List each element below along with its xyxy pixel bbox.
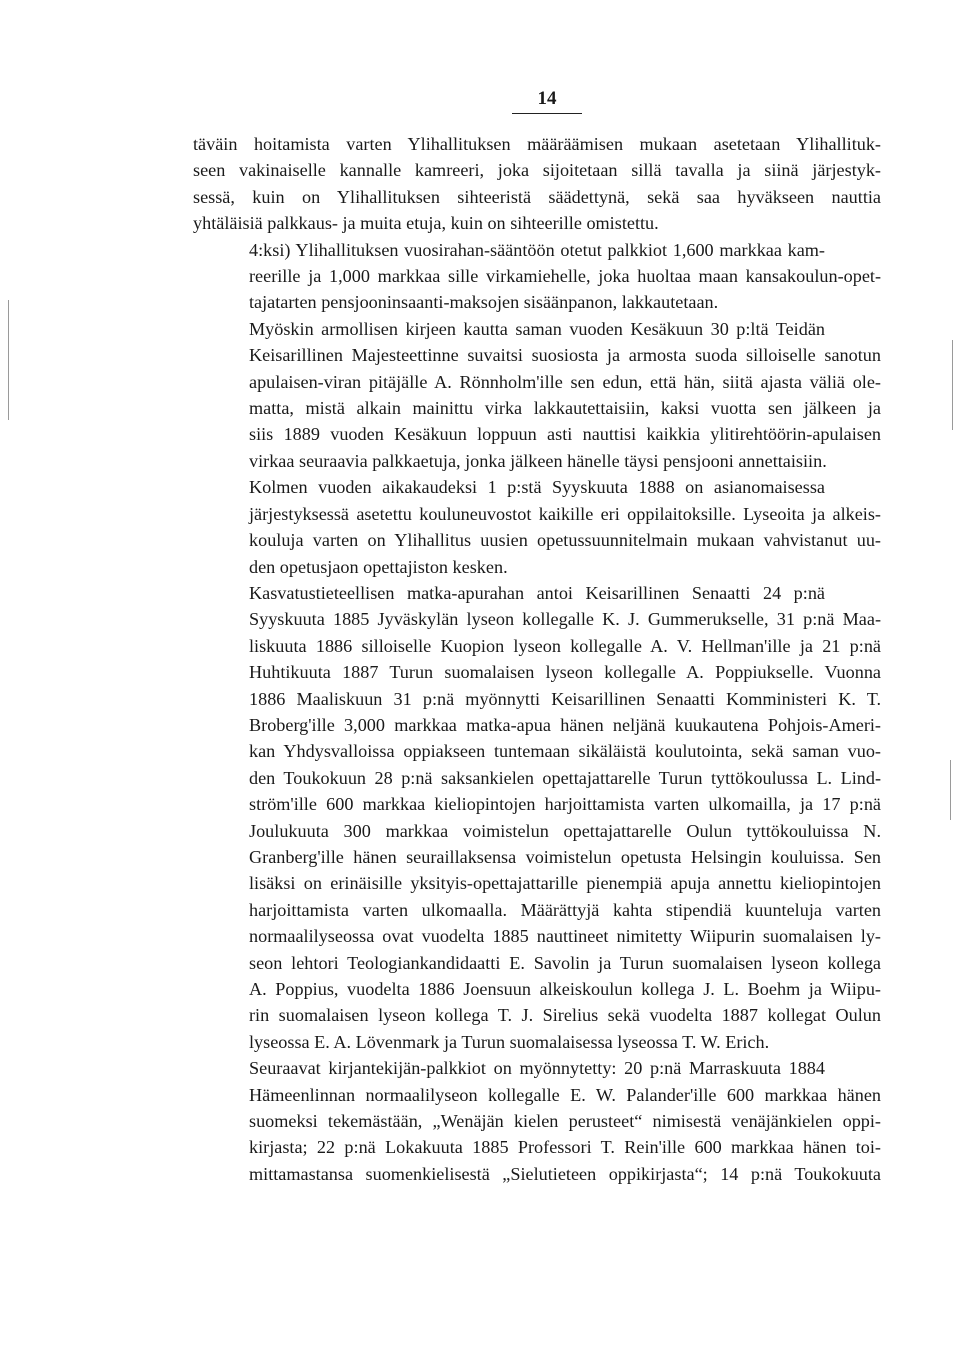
text-line: Joulukuuta 300 markkaa voimistelun opettajattarelle Oulun tyttökouluissa N.	[249, 820, 881, 841]
text-line: Kolmen vuoden aikakaudeksi 1 p:stä Syyskuuta 1888 on asianomaisessa	[249, 477, 825, 498]
text-line: den Toukokuun 28 p:nä saksankielen opettajattarelle Turun tyttökoulussa L. Lind-	[249, 767, 881, 788]
paragraph-3	[193, 316, 881, 474]
text-line: den opetusjaon opettajiston kesken.	[249, 556, 508, 577]
text-line: suomeksi tekemästään, „Wenäjän kielen perusteet“ nimisestä venäjänkielen oppi-	[249, 1111, 881, 1132]
text-line: liskuuta 1886 silloiselle Kuopion lyseon kollegalle A. V. Hellman'ille ja 21 p:nä	[249, 635, 881, 656]
text-line: 4:ksi) Ylihallituksen vuosirahan-sääntöön otetut palkkiot 1,600 markkaa kam-	[249, 239, 825, 260]
paragraph-2	[193, 237, 881, 316]
paragraph-1	[193, 131, 881, 237]
paragraph-6	[193, 1055, 881, 1187]
page-number: 14	[512, 88, 582, 114]
text-line: mittamastansa suomenkielisestä „Sielutieteen oppikirjasta“; 14 p:nä Toukokuuta	[249, 1163, 881, 1184]
text-line: kan Yhdysvalloissa oppiakseen tuntemaan sikäläistä koulutointa, sekä saman vuo-	[249, 741, 881, 762]
text-line: lyseossa E. A. Lövenmark ja Turun suomalaisessa lyseossa T. W. Erich.	[249, 1031, 770, 1052]
text-line: seen vakinaiselle kannalle kamreeri, joka sijoitetaan sillä tavalla ja siinä järjestyk-	[193, 160, 881, 181]
text-line: täväin hoitamista varten Ylihallituksen määräämisen mukaan asetetaan Ylihallituk-	[193, 134, 881, 154]
paragraph-5	[193, 580, 881, 1055]
scan-edge-mark	[950, 760, 951, 820]
text-line: rin suomalaisen lyseon kollega T. J. Sirelius sekä vuodelta 1887 kollegat Oulun	[249, 1005, 881, 1026]
body-text	[193, 131, 881, 1187]
text-line: matta, mistä alkain mainittu virka lakkautettaisiin, kaksi vuotta sen jälkeen ja	[249, 398, 881, 419]
text-line: harjoittamista varten ulkomaalla. Määrättyjä kahta stipendiä kuunteluja varten	[249, 899, 881, 920]
text-line: Hämeenlinnan normaalilyseon kollegalle E. W. Palander'ille 600 markkaa hänen	[249, 1084, 881, 1105]
text-line: järjestyksessä asetettu kouluneuvostot kaikille eri oppilaitoksille. Lyseoita ja alkeis-	[249, 503, 881, 524]
text-line: seon lehtori Teologiankandidaatti E. Savolin ja Turun suomalaisen lyseon kollega	[249, 952, 881, 973]
text-line: 1886 Maaliskuun 31 p:nä myönnytti Keisarillinen Senaatti Komministeri K. T.	[249, 688, 881, 709]
text-line: virkaa seuraavia palkkaetuja, jonka jälkeen hänelle täysi pensjooni annettaisiin.	[249, 450, 827, 471]
paragraph-4	[193, 474, 881, 580]
text-line: Kasvatustieteellisen matka-apurahan antoi Keisarillinen Senaatti 24 p:nä	[249, 582, 825, 603]
text-line: kouluja varten on Ylihallitus uusien opetussuunnitelmain mukaan vahvistanut uu-	[249, 530, 881, 551]
text-line: Syyskuuta 1885 Jyväskylän lyseon kollegalle K. J. Gummerukselle, 31 p:nä Maa-	[249, 609, 881, 630]
text-line: siis 1889 vuoden Kesäkuun loppuun asti nauttisi kaikkia ylitirehtöörin-apulaisen	[249, 424, 881, 445]
text-line: Granberg'ille hänen seuraillaksensa voimistelun opetusta Helsingin kouluissa. Sen	[249, 846, 881, 867]
text-line: Huhtikuuta 1887 Turun suomalaisen lyseon kollegalle A. Poppiukselle. Vuonna	[249, 662, 881, 683]
text-line: yhtäläisiä palkkaus- ja muita etuja, kuin on sihteerille omistettu.	[193, 213, 659, 234]
text-line: reerille ja 1,000 markkaa sille virkamiehelle, joka huoltaa maan kansakoulun-opet-	[249, 266, 881, 287]
text-line: A. Poppius, vuodelta 1886 Joensuun alkeiskoulun kollega J. L. Boehm ja Wiipu-	[249, 979, 881, 999]
scan-edge-mark	[8, 300, 9, 420]
text-line: normaalilyseossa ovat vuodelta 1885 nauttineet nimitetty Wiipurin suomalaisen ly-	[249, 926, 881, 947]
text-line: Broberg'ille 3,000 markkaa matka-apua hänen neljänä kuukautena Pohjois-Ameri-	[249, 714, 881, 735]
text-line: Myöskin armollisen kirjeen kautta saman vuoden Kesäkuun 30 p:ltä Teidän	[249, 318, 825, 339]
text-line: kirjasta; 22 p:nä Lokakuuta 1885 Professori T. Rein'ille 600 markkaa hänen toi-	[249, 1137, 881, 1158]
scan-edge-mark	[952, 340, 953, 430]
text-line: lisäksi on erinäisille yksityis-opettajattarille pienempiä apuja annettu kieliopintojen	[249, 873, 881, 894]
text-line: tajatarten pensjooninsaanti-maksojen sisäänpanon, lakkautetaan.	[249, 292, 719, 313]
text-line: ström'ille 600 markkaa kieliopintojen harjoittamista varten ulkomailla, ja 17 p:nä	[249, 794, 881, 815]
text-line: Keisarillinen Majesteettinne suvaitsi suosiosta ja armosta suoda silloiselle sanotun	[249, 345, 881, 366]
text-line: sessä, kuin on Ylihallituksen sihteeristä säädettynä, sekä saa hyväkseen nauttia	[193, 186, 881, 207]
text-line: Seuraavat kirjantekijän-palkkiot on myönnytetty: 20 p:nä Marraskuuta 1884	[249, 1058, 825, 1079]
text-line: apulaisen-viran pitäjälle A. Rönnholm'ille sen edun, että hän, siitä ajasta väliä ole-	[249, 371, 881, 392]
